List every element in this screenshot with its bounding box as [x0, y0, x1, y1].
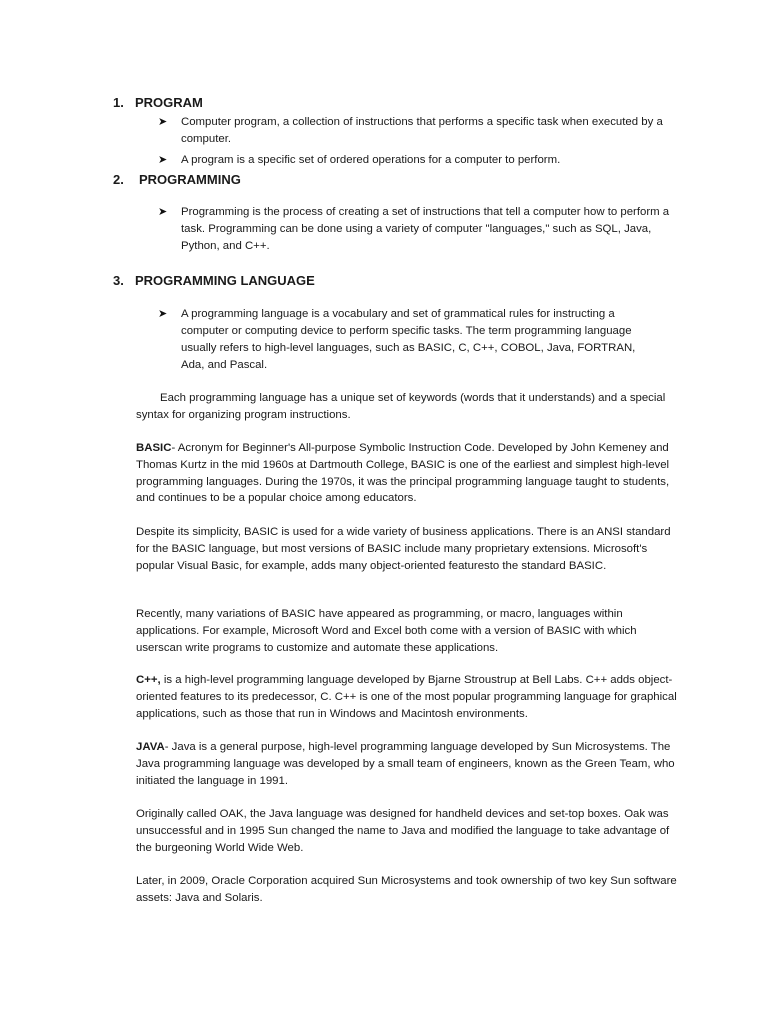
section-heading-program [113, 95, 203, 111]
java-paragraph-3: Later, in 2009, Oracle Corporation acquired Sun Microsystems and took ownership of two key Sun software assets: Java and Solaris. [136, 875, 677, 904]
basic-paragraph-3: Recently, many variations of BASIC have appeared as programming, or macro, languages within applications. For example, Microsoft Word and Excel both come with a version of BASIC with which userscan write programs to customize and automate these applications. [136, 608, 637, 654]
java-text: - Java is a general purpose, high-level programming language developed by Sun Microsystems. The Java programming language was developed by a small team of engineers, known as the Green Team, who initiated the language in 1991. [136, 741, 675, 787]
bullet-item: A programming language is a vocabulary and set of grammatical rules for instructing a computer or computing device to perform specific tasks. The term programming language usually refers to high-level languages, such as BASIC, C, C++, COBOL, Java, FORTRAN, Ada, and Pascal. [181, 308, 636, 371]
basic-text: - Acronym for Beginner's All-purpose Symbolic Instruction Code. Developed by John Kemeney and Thomas Kurtz in the mid 1960s at Dartmouth College, BASIC is one of the earliest and simplest high-level programming languages. During the 1970s, it was the principal programming language taught to students, and continues to be a popular choice among educators. [136, 442, 670, 505]
section-title: PROGRAMMING [139, 172, 241, 187]
cpp-paragraph [136, 672, 684, 722]
arrow-bullet-icon: ➤ [158, 206, 168, 218]
section-title: PROGRAMMING LANGUAGE [135, 273, 315, 288]
bullet-item: Programming is the process of creating a set of instructions that tell a computer how to perform a task. Programming can be done using a variety of computer "languages," such as SQL, Java, Python, and C++. [181, 206, 670, 252]
java-paragraph [136, 739, 684, 789]
arrow-bullet-icon: ➤ [158, 154, 168, 166]
intro-paragraph: Each programming language has a unique set of keywords (words that it understands) and a special syntax for organizing program instructions. [136, 392, 666, 421]
arrow-bullet-icon: ➤ [158, 308, 168, 320]
bullet-item: Computer program, a collection of instructions that performs a specific task when executed by a computer. [181, 116, 663, 145]
section-title: PROGRAM [135, 95, 203, 110]
section-number: 2. [113, 172, 124, 187]
java-paragraph-2: Originally called OAK, the Java language was designed for handheld devices and set-top boxes. Oak was unsuccessful and in 1995 Sun changed the name to Java and modified the language to take advantage of the burgeoning World Wide Web. [136, 808, 670, 854]
basic-paragraph-2: Despite its simplicity, BASIC is used for a wide variety of business applications. There is an ANSI standard for the BASIC language, but most versions of BASIC include many proprietary extensions. Microsoft's popular Visual Basic, for example, adds many object-oriented featuresto the standard BASIC. [136, 526, 671, 572]
section-heading-programming [113, 172, 241, 188]
term-cpp: C++, [136, 674, 161, 686]
section-number: 1. [113, 95, 124, 110]
bullet-item: A program is a specific set of ordered operations for a computer to perform. [181, 154, 561, 166]
section-heading-programming-language [113, 273, 315, 289]
arrow-bullet-icon: ➤ [158, 116, 168, 128]
basic-paragraph [136, 440, 684, 507]
term-basic: BASIC [136, 442, 172, 454]
cpp-text: is a high-level programming language developed by Bjarne Stroustrup at Bell Labs. C++ adds object-oriented features to its predecessor, C. C++ is one of the most popular programming language for graphical applications, such as those that run in Windows and Macintosh environments. [136, 674, 677, 720]
term-java: JAVA [136, 741, 165, 753]
section-number: 3. [113, 273, 124, 288]
